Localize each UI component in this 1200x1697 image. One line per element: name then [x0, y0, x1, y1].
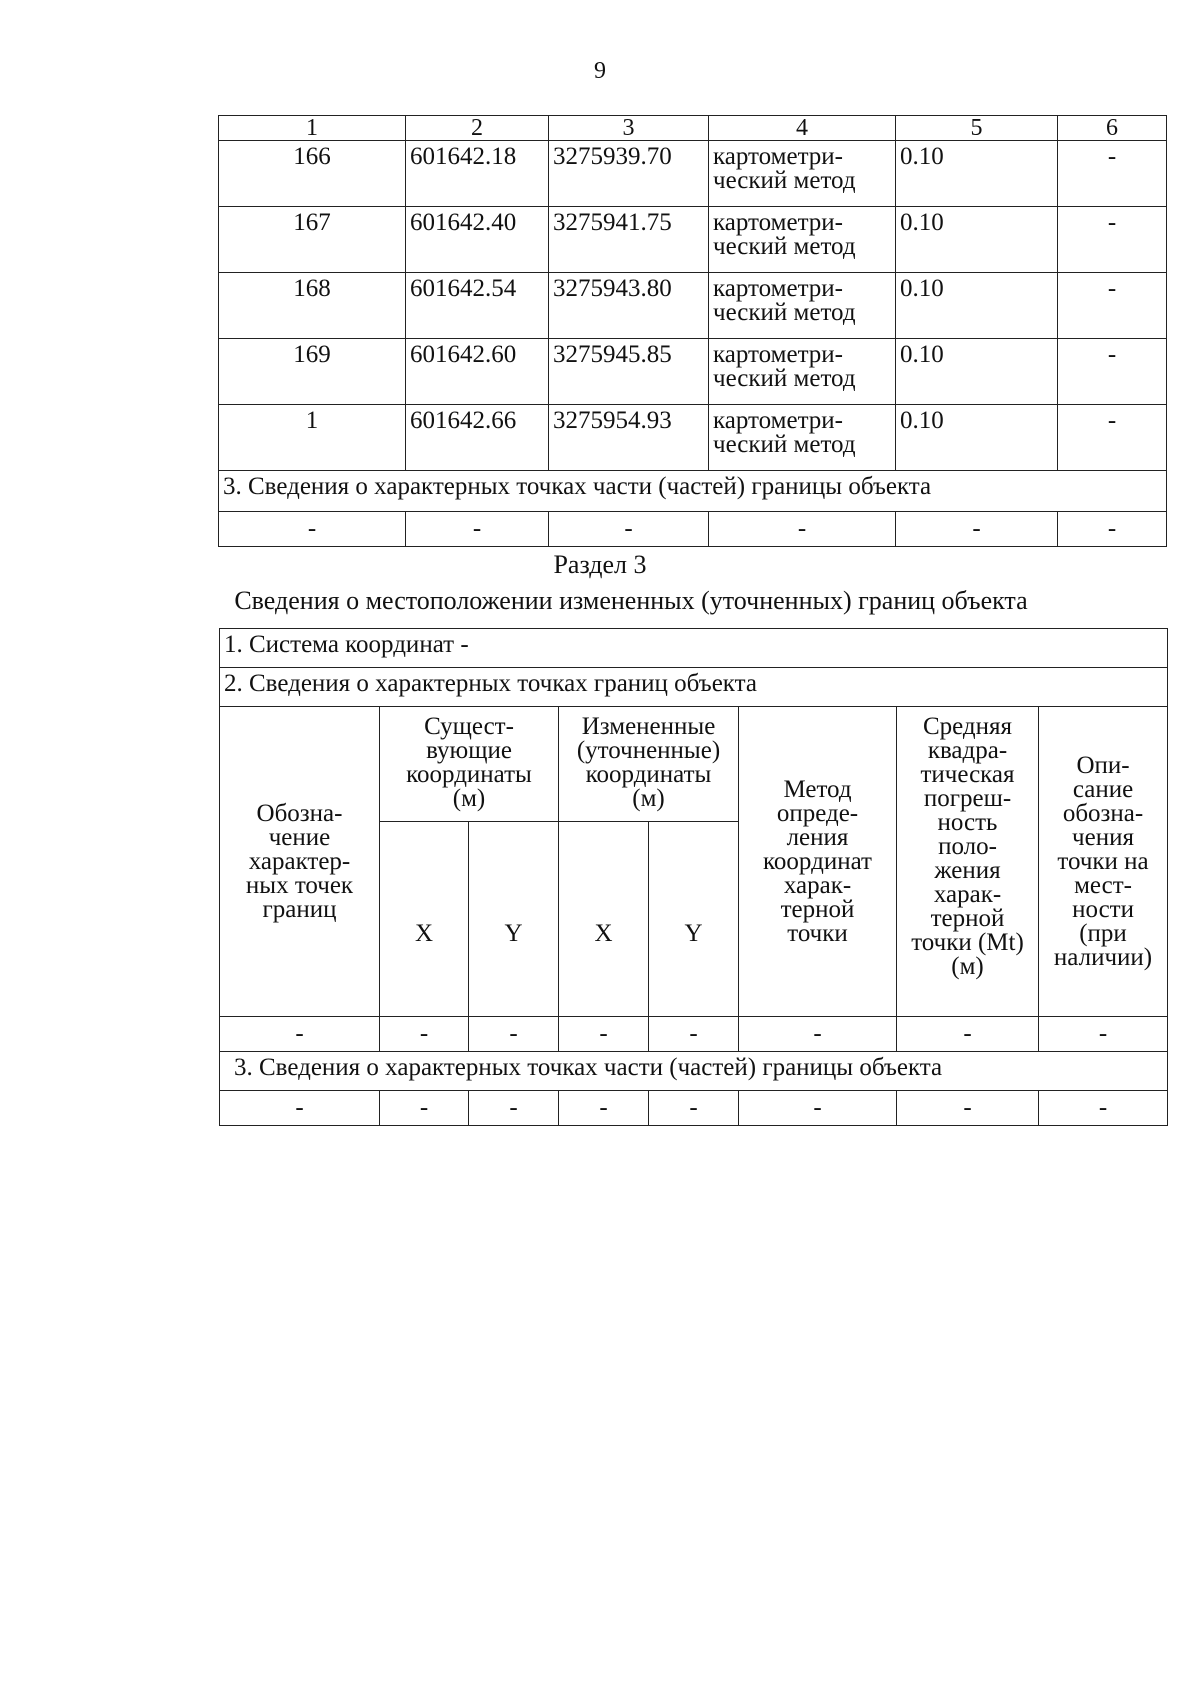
empty-cell: -	[739, 1091, 897, 1126]
coord-x: 601642.18	[406, 141, 549, 207]
column-number: 1	[219, 116, 406, 141]
table-row	[219, 339, 1167, 405]
description: -	[1058, 339, 1167, 405]
empty-cell: -	[220, 1091, 380, 1126]
table-line	[220, 668, 1168, 707]
method: картометри- ческий метод	[709, 273, 896, 339]
empty-cell: -	[1058, 512, 1167, 547]
header-x: X	[380, 822, 469, 1017]
error-value: 0.10	[896, 273, 1058, 339]
empty-cell: -	[380, 1017, 469, 1052]
coord-x: 601642.60	[406, 339, 549, 405]
point-id: 166	[219, 141, 406, 207]
error-value: 0.10	[896, 207, 1058, 273]
error-value: 0.10	[896, 141, 1058, 207]
column-number: 6	[1058, 116, 1167, 141]
empty-cell: -	[1039, 1017, 1168, 1052]
point-id: 169	[219, 339, 406, 405]
empty-cell: -	[1039, 1091, 1168, 1126]
section-row	[219, 471, 1167, 512]
empty-cell: -	[406, 512, 549, 547]
description: -	[1058, 141, 1167, 207]
empty-cell: -	[739, 1017, 897, 1052]
header-description: Опи- сание обозна- чения точки на мест- ности (при наличии)	[1039, 707, 1168, 1017]
empty-cell: -	[220, 1017, 380, 1052]
method: картометри- ческий метод	[709, 207, 896, 273]
empty-cell: -	[549, 512, 709, 547]
column-number: 5	[896, 116, 1058, 141]
coord-y: 3275943.80	[549, 273, 709, 339]
point-id: 167	[219, 207, 406, 273]
header-designation: Обозна- чение характер- ных точек границ	[220, 707, 380, 1017]
table-header-row	[219, 116, 1167, 141]
changed-boundaries-table	[219, 628, 1168, 1126]
point-id: 1	[219, 405, 406, 471]
coord-y: 3275945.85	[549, 339, 709, 405]
empty-cell: -	[649, 1017, 739, 1052]
coordinates-table	[218, 115, 1167, 547]
description: -	[1058, 207, 1167, 273]
section-heading: 3. Сведения о характерных точках части (частей) границы объекта	[219, 471, 1167, 512]
empty-cell: -	[559, 1091, 649, 1126]
error-value: 0.10	[896, 405, 1058, 471]
section-heading: 2. Сведения о характерных точках границ объекта	[220, 668, 1168, 707]
empty-cell: -	[897, 1017, 1039, 1052]
empty-cell: -	[896, 512, 1058, 547]
column-number: 3	[549, 116, 709, 141]
header-error: Средняя квадра- тическая погреш- ность поло- жения харак- терной точки (Mt) (м)	[897, 707, 1039, 1017]
table-row	[219, 207, 1167, 273]
method: картометри- ческий метод	[709, 339, 896, 405]
page-number: 9	[594, 58, 606, 84]
empty-cell: -	[219, 512, 406, 547]
table-row	[219, 512, 1167, 547]
section-row	[220, 1052, 1168, 1091]
coord-x: 601642.40	[406, 207, 549, 273]
table-line	[220, 629, 1168, 668]
header-y: Y	[469, 822, 559, 1017]
error-value: 0.10	[896, 339, 1058, 405]
empty-cell: -	[897, 1091, 1039, 1126]
description: -	[1058, 273, 1167, 339]
table-row	[220, 1017, 1168, 1052]
coord-y: 3275939.70	[549, 141, 709, 207]
header-existing-coordinates: Сущест- вующие координаты (м)	[380, 707, 559, 822]
empty-cell: -	[559, 1017, 649, 1052]
table-row	[220, 1091, 1168, 1126]
column-number: 2	[406, 116, 549, 141]
table-row	[219, 405, 1167, 471]
empty-cell: -	[469, 1017, 559, 1052]
column-number: 4	[709, 116, 896, 141]
empty-cell: -	[469, 1091, 559, 1126]
method: картометри- ческий метод	[709, 405, 896, 471]
section-heading: 3. Сведения о характерных точках части (частей) границы объекта	[220, 1052, 1168, 1091]
point-id: 168	[219, 273, 406, 339]
method: картометри- ческий метод	[709, 141, 896, 207]
coord-x: 601642.66	[406, 405, 549, 471]
section-title: Раздел 3	[553, 550, 647, 579]
coord-y: 3275941.75	[549, 207, 709, 273]
table-row	[219, 273, 1167, 339]
description: -	[1058, 405, 1167, 471]
coordinate-system: 1. Система координат -	[220, 629, 1168, 668]
header-changed-coordinates: Измененные (уточненные) координаты (м)	[559, 707, 739, 822]
table-header-row	[220, 707, 1168, 822]
empty-cell: -	[380, 1091, 469, 1126]
header-x: X	[559, 822, 649, 1017]
table-row	[219, 141, 1167, 207]
header-y: Y	[649, 822, 739, 1017]
section-subtitle: Сведения о местоположении измененных (уточненных) границ объекта	[234, 586, 1028, 615]
coord-y: 3275954.93	[549, 405, 709, 471]
empty-cell: -	[649, 1091, 739, 1126]
empty-cell: -	[709, 512, 896, 547]
header-method: Метод опреде- ления координат харак- терной точки	[739, 707, 897, 1017]
coord-x: 601642.54	[406, 273, 549, 339]
